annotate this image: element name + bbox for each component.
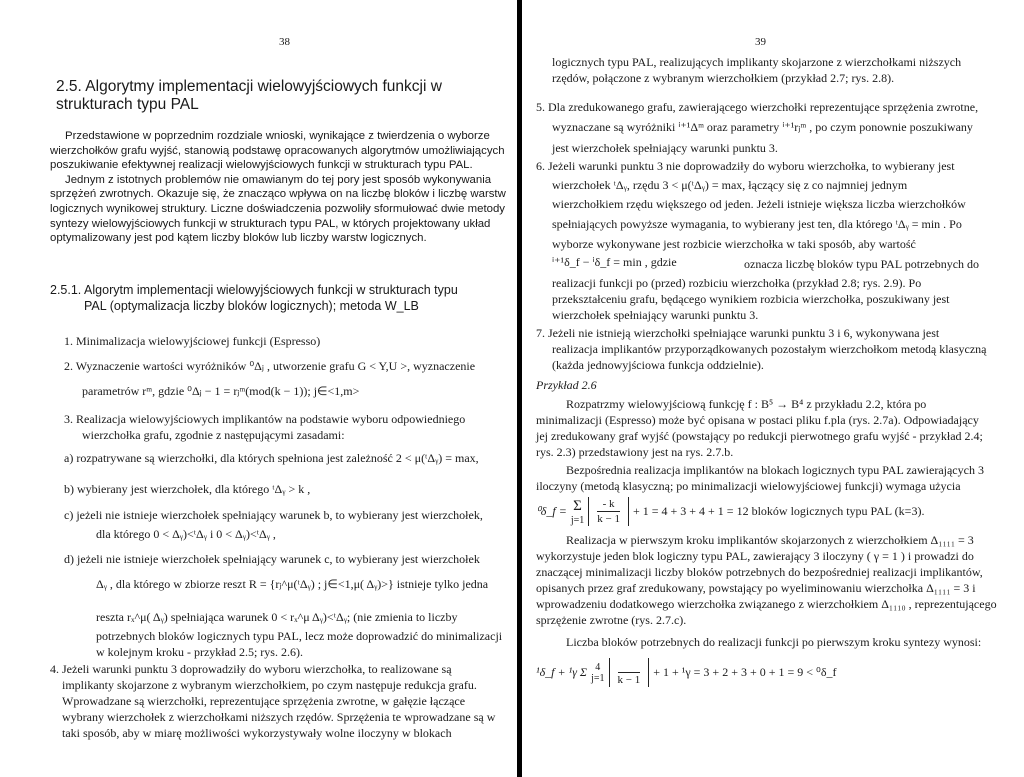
eq2-sum-block (591, 662, 604, 684)
step-3-line: 3. Realizacja wielowyjściowych implikantów na podstawie wyboru odpowiedniego (64, 412, 466, 426)
eq1-sum-block (571, 498, 584, 526)
direct-realization-line: iloczyny (metodą klasyczną; po minimalizacji wielowyjściowej funkcji) wymaga użycia (536, 479, 961, 493)
direct-realization-text (536, 462, 998, 494)
equation-2 (536, 658, 837, 687)
step-3 (64, 411, 504, 443)
intro-line: wierzchołków grafu wyjść, stanowią podstawę opracowanych algorytmów umożliwiających (50, 144, 505, 157)
step-6-line: oznacza liczbę bloków typu PAL potrzebnych do (744, 257, 980, 271)
eq2-top: 4 (595, 661, 601, 673)
eq1-fraction (588, 497, 629, 526)
page-number: 39 (755, 36, 766, 48)
first-step-line: wprowadzeniu dodatkowego wierzchołka związanego z wierzchołkiem Δ₁₁₁₀ , reprezentującego (536, 597, 997, 611)
first-step-line: wykorzystuje jeden blok logiczny typu PAL, zawierający 3 iloczyny ( γ = 1 ) i prowadzi do (536, 549, 974, 563)
subsection-title (50, 282, 510, 314)
step-3-line: wierzchołka grafu, zgodnie z następującymi zasadami: (82, 428, 345, 442)
eq1-numerator: - k (602, 498, 615, 510)
step-6-formula: wierzchołek ᵗΔᵧ, rzędu 3 < μ(ᵗΔᵧ) = max, łączący się z co najmniej jednym (552, 178, 908, 192)
first-step-line: opisanych przez graf zredukowany, powstający po wyeliminowaniu wierzchołka Δ₁₁₁₁ = 3 i (536, 581, 976, 595)
first-step-line: znaczącej minimalizacji liczby bloków potrzebnych do bezpośredniej realizacji implikantów, (536, 565, 983, 579)
step-6-delta-formula: ⁱ⁺¹δ_f − ⁱδ_f = min , gdzie (552, 255, 677, 269)
example-line: Rozpatrzmy wielowyjściową funkcję f : B⁵ → B⁴ z przykładu 2.2, która po (566, 397, 927, 411)
step-5: 5. Dla zredukowanego grafu, zawierającego wierzchołki reprezentujące sprzężenia zwrotne, (536, 100, 979, 114)
example-line: minimalizacji (Espresso) może być opisana w postaci pliku f.pla (rys. 2.7a). Odpowiadający (536, 413, 979, 427)
equation-1 (536, 497, 924, 526)
first-step-text (536, 532, 998, 628)
step-6-line: realizacji funkcji po (przed) rozbiciu wierzchołka (przykład 2.8; rys. 2.9). Po (552, 276, 922, 290)
intro-line: optymalizowany jest pod kątem liczby bloków lub liczby warstw logicznych. (50, 232, 427, 245)
step-7-line: 7. Jeżeli nie istnieją wierzchołki spełniające warunki punktu 3 i 6, wykonywana jest (536, 326, 940, 340)
example-line: rys. 2.3) przedstawiony jest na rys. 2.7.b. (536, 445, 734, 459)
first-step-line: sprzężenie zwrotne (rys. 2.7.c). (536, 613, 687, 627)
rule-a: a) rozpatrywane są wierzchołki, dla których spełniona jest zależność 2 < μ(ᵗΔᵧ) = max, (64, 451, 479, 465)
rule-d-line: w kolejnym kroku - przykład 2.5; rys. 2.6). (96, 645, 303, 659)
right-page (522, 0, 1024, 777)
step-4 (50, 661, 504, 741)
rule-c-formula: dla którego 0 < Δᵧ)<ᵗΔᵧ i 0 < Δᵧ)<ᵗΔᵧ , (96, 527, 276, 541)
intro-line: poszukiwanie efektywnej realizacji wielowyjściowych funkcji w strukturach typu PAL. (50, 159, 473, 172)
section-title: 2.5. Algorytmy implementacji wielowyjściowych funkcji w strukturach typu PAL (56, 78, 442, 113)
intro-line: Przedstawione w poprzednim rozdziale wnioski, wynikające z twierdzenia o wyborze (65, 130, 490, 142)
example-caption: Przykład 2.6 (536, 378, 597, 392)
eq2-denominator: k − 1 (617, 674, 641, 686)
continuation-text (552, 54, 992, 86)
intro-line: Jednym z istotnych problemów nie omawianym do tej pory jest sposób wykonywania (65, 173, 492, 186)
intro-line: logicznych wynikowej struktury. Liczne doświadczenia pozwoliły sformułować dwie metody (50, 202, 505, 215)
step-6-line: spełniających powyższe wymagania, to wybierany jest ten, dla którego ᵗΔᵧ = min . Po (552, 217, 962, 231)
rule-d-formula: Δᵧ , dla którego w zbiorze reszt R = {rⱼ^μ(ᵗΔᵧ) ; j∈<1,μ( Δᵧ)>} istnieje tylko jedna (96, 577, 489, 591)
step-4-line: Wprowadzane są wierzchołki, reprezentujące sprzężenia zwrotne, w gałęzie łączące (62, 694, 466, 708)
step-4-line: wybrany wierzchołek z wierzchołkami niższych rzędów. Sprzężenia te wprowadzane są w (62, 710, 496, 724)
subsection-title-line1: 2.5.1. Algorytm implementacji wielowyjściowych funkcji w strukturach typu (50, 283, 458, 297)
rule-d-line: potrzebnych bloków logicznych typu PAL, lecz może doprowadzić do minimalizacji (96, 629, 503, 643)
eq1-sub: j=1 (570, 514, 585, 526)
step-4-line: 4. Jeżeli warunki punktu 3 doprowadziły do wyboru wierzchołka, to realizowane są (50, 662, 452, 676)
step-4-line: taki sposób, aby w miarę możliwości wykorzystywały wolne iloczyny w blokach (62, 726, 452, 740)
intro-line: syntezy wielowyjściowych funkcji w strukturach typu PAL, w których projektowany układ (50, 217, 491, 230)
eq2-fraction (609, 658, 650, 687)
example-text (536, 396, 998, 460)
step-2: 2. Wyznaczenie wartości wyróżników ⁰Δⱼ , utworzenie grafu G < Y,U >, wyznaczenie (64, 359, 476, 373)
intro-line: sprzężeń zwrotnych. Okazuje się, że znacząco wpływa on na liczbę bloków i liczbę warstw (50, 188, 506, 201)
step-5-formula: wyznaczane są wyróżniki ⁱ⁺¹Δᵐ oraz parametry ⁱ⁺¹rⱼᵐ , po czym ponownie poszukiwany (552, 120, 973, 134)
step-6-line: wyborze wykonywane jest rozbicie wierzchołka w taki sposób, aby wartość (552, 237, 916, 251)
block-count-text: Liczba bloków potrzebnych do realizacji funkcji po pierwszym kroku syntezy wynosi: (566, 635, 982, 649)
rule-d: d) jeżeli nie istnieje wierzchołek spełniający warunek c, to wybierany jest wierzchołek (64, 552, 480, 566)
subsection-title-line2: PAL (optymalizacja liczby bloków logicznych); metoda W_LB (84, 299, 419, 313)
first-step-line: Realizacja w pierwszym kroku implikantów skojarzonych z wierzchołkiem Δ₁₁₁₁ = 3 (566, 533, 974, 547)
example-line: jej zredukowany graf wyjść (powstający po redukcji pierwotnego grafu wyjść - przykład 2.4; (536, 429, 983, 443)
step-6: 6. Jeżeli warunki punktu 3 nie doprowadziły do wyboru wierzchołka, to wybierany jest (536, 159, 955, 173)
eq1-sum: Σ (573, 497, 582, 514)
step-2-formula: parametrów rᵐ, gdzie ⁰Δⱼ − 1 = rⱼᵐ(mod(k − 1)); j∈<1,m> (82, 384, 360, 398)
rule-d-text (96, 628, 504, 660)
rule-d-remainder: reszta rₓ^μ( Δᵧ) spełniająca warunek 0 < rₓ^μ Δᵧ)<ᵗΔᵧ; (nie zmienia to liczby (96, 610, 458, 624)
rule-c: c) jeżeli nie istnieje wierzchołek spełniający warunek b, to wybierany jest wierzchołek, (64, 508, 483, 522)
eq1-lhs: ⁰δ_f = (536, 504, 567, 518)
rule-b: b) wybierany jest wierzchołek, dla którego ᵗΔᵧ > k , (64, 482, 311, 496)
step-7-line: (każda jednowyjściowa funkcja oddzielnie). (552, 358, 764, 372)
step-7-line: realizacja implikantów przyporządkowanych pozostałym wierzchołkom metodą klasyczną (552, 342, 987, 356)
eq2-lhs: ¹δ_f + ¹γ Σ (536, 665, 588, 679)
eq2-rhs: + 1 + ¹γ = 3 + 2 + 3 + 0 + 1 = 9 < ⁰δ_f (653, 665, 837, 679)
direct-realization-line: Bezpośrednia realizacja implikantów na blokach logicznych typu PAL zawierających 3 (566, 463, 984, 477)
eq1-rhs: + 1 = 4 + 3 + 4 + 1 = 12 bloków logicznych typu PAL (k=3). (632, 504, 925, 518)
step-7 (536, 325, 996, 373)
page-number: 38 (279, 36, 290, 48)
continuation-line: rzędów, połączone z wybranym wierzchołkiem (przykład 2.7; rys. 2.8). (552, 71, 895, 85)
step-4-line: implikanty skojarzone z wybranym wierzchołkiem, po czym następuje redukcja grafu. (62, 678, 477, 692)
step-6-line: wierzchołkiem rzędu większego od jeden. Jeżeli istnieje większa liczba wierzchołków (552, 197, 966, 211)
step-6-line: przekształceniu grafu, będącego wynikiem rozbicia wierzchołka, poszukiwany jest (552, 292, 950, 306)
continuation-line: logicznych typu PAL, realizujących implikanty skojarzone z wierzchołkami niższych (552, 55, 962, 69)
step-5-tail: jest wierzchołek spełniający warunki punktu 3. (552, 141, 778, 155)
eq2-sub: j=1 (591, 672, 605, 684)
step-6-line: wierzchołek spełniający warunki punktu 3. (552, 308, 759, 322)
step-1: 1. Minimalizacja wielowyjściowej funkcji (Espresso) (64, 334, 321, 348)
intro-paragraph (50, 129, 506, 246)
eq2-numerator (618, 658, 641, 672)
eq1-denominator: k − 1 (597, 513, 620, 525)
